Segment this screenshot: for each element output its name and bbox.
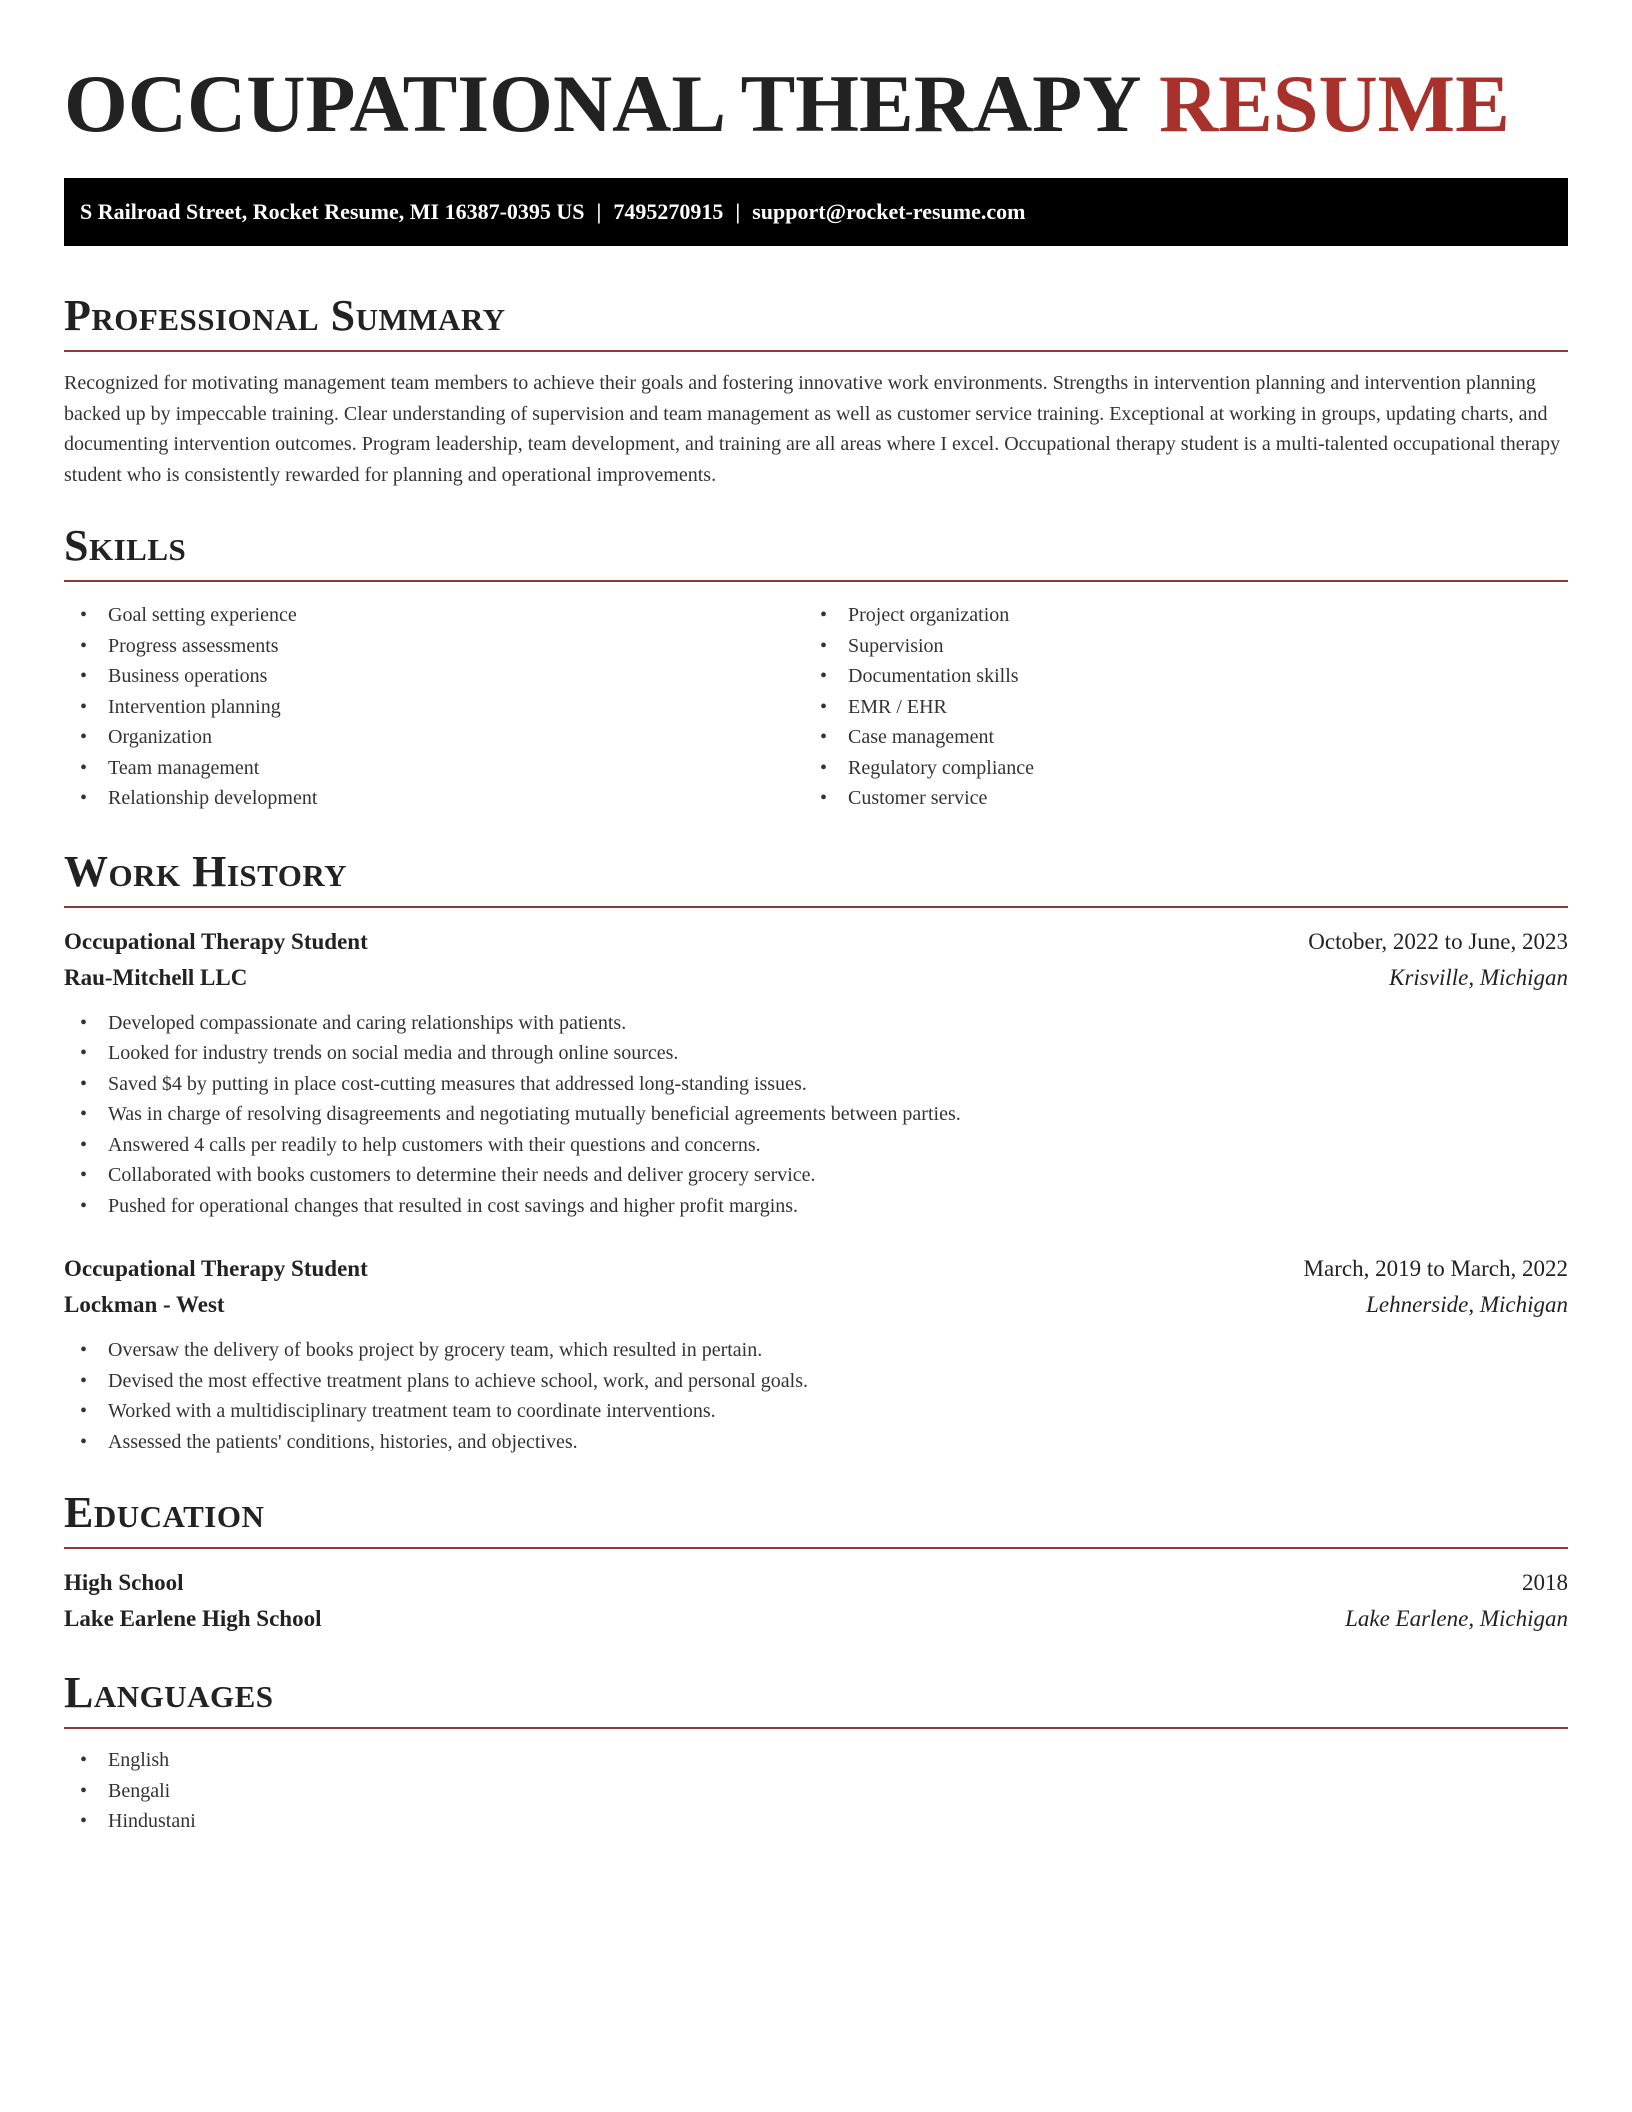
languages-section — [64, 1665, 1568, 1837]
education-section — [64, 1485, 1568, 1637]
education-school: Lake Earlene High School — [64, 1606, 322, 1631]
job-bullet: • Was in charge of resolving disagreements and negotiating mutually beneficial agreements between parties. — [64, 1099, 1568, 1130]
skill-item: • Business operations — [64, 661, 804, 692]
job-bullet: • Oversaw the delivery of books project by grocery team, which resulted in pertain. — [64, 1335, 1568, 1366]
job-bullets — [64, 1008, 1568, 1222]
language-item: • English — [64, 1745, 1568, 1776]
skill-item: • Customer service — [804, 783, 1544, 814]
job-location: Lehnerside, Michigan — [1366, 1292, 1568, 1317]
contact-separator: | — [735, 199, 741, 224]
job-header — [64, 924, 1568, 960]
job-company: Rau-Mitchell LLC — [64, 964, 248, 990]
job-title: Occupational Therapy Student — [64, 928, 368, 954]
job-entry — [64, 1251, 1568, 1457]
skills-heading: Skills — [64, 518, 1568, 582]
languages-list — [64, 1745, 1568, 1837]
summary-text: Recognized for motivating management team members to achieve their goals and fostering innovative work environments. Strengths in intervention planning and intervention planning backed up by impeccable training. Clear understanding of supervision and team management as well as customer service training. Exceptional at working in groups, updating charts, and documenting intervention outcomes. Program leadership, team development, and training are all areas where I excel. Occupational therapy student is a multi-talented occupational therapy student who is consistently rewarded for planning and operational improvements. — [64, 372, 1561, 486]
education-location: Lake Earlene, Michigan — [1345, 1606, 1568, 1631]
contact-email[interactable]: support@rocket-resume.com — [752, 199, 1026, 224]
skill-item: • Intervention planning — [64, 692, 804, 723]
resume-title — [64, 56, 1568, 152]
job-title: Occupational Therapy Student — [64, 1256, 368, 1281]
skills-list-right — [804, 600, 1544, 814]
job-subheader — [64, 1287, 1568, 1323]
job-header — [64, 1251, 1568, 1287]
skill-item: • Goal setting experience — [64, 600, 804, 631]
contact-address: S Railroad Street, Rocket Resume, MI 16387-0395 US — [80, 199, 585, 224]
skill-item: • Organization — [64, 722, 804, 753]
job-bullet: • Collaborated with books customers to determine their needs and deliver grocery service. — [64, 1160, 1568, 1191]
job-subheader — [64, 960, 1568, 996]
job-bullet: • Answered 4 calls per readily to help customers with their questions and concerns. — [64, 1130, 1568, 1161]
job-dates: October, 2022 to June, 2023 — [1308, 928, 1568, 954]
job-location: Krisville, Michigan — [1389, 964, 1568, 990]
skill-item: • Case management — [804, 722, 1544, 753]
skill-item: • Regulatory compliance — [804, 753, 1544, 784]
summary-section — [64, 288, 1568, 490]
skill-item: • Documentation skills — [804, 661, 1544, 692]
skills-section — [64, 518, 1568, 814]
languages-heading: Languages — [64, 1665, 1568, 1729]
job-bullet: • Assessed the patients' conditions, histories, and objectives. — [64, 1427, 1568, 1458]
job-bullet: • Looked for industry trends on social media and through online sources. — [64, 1038, 1568, 1069]
job-bullet: • Developed compassionate and caring relationships with patients. — [64, 1008, 1568, 1039]
job-bullet: • Worked with a multidisciplinary treatment team to coordinate interventions. — [64, 1396, 1568, 1427]
education-header — [64, 1565, 1568, 1601]
skills-list-left — [64, 600, 804, 814]
skills-columns — [64, 600, 1568, 814]
skill-item: • Progress assessments — [64, 631, 804, 662]
work-heading: Work History — [64, 844, 1568, 908]
contact-phone[interactable]: 7495270915 — [613, 199, 724, 224]
skill-item: • EMR / EHR — [804, 692, 1544, 723]
summary-heading: Professional Summary — [64, 288, 1568, 352]
job-company: Lockman - West — [64, 1292, 225, 1317]
education-degree: High School — [64, 1570, 184, 1595]
contact-bar — [64, 178, 1568, 246]
title-accent: RESUME — [1158, 58, 1510, 149]
job-bullet: • Saved $4 by putting in place cost-cutting measures that addressed long-standing issues. — [64, 1069, 1568, 1100]
job-bullet: • Pushed for operational changes that resulted in cost savings and higher profit margins. — [64, 1191, 1568, 1222]
job-entry — [64, 924, 1568, 1222]
work-section — [64, 844, 1568, 1458]
skill-item: • Project organization — [804, 600, 1544, 631]
education-year: 2018 — [1522, 1570, 1568, 1595]
job-dates: March, 2019 to March, 2022 — [1303, 1256, 1568, 1281]
job-bullets — [64, 1335, 1568, 1457]
title-main: OCCUPATIONAL THERAPY — [64, 58, 1139, 149]
education-entry — [64, 1565, 1568, 1637]
skill-item: • Supervision — [804, 631, 1544, 662]
resume-page — [64, 0, 1568, 1837]
skill-item: • Team management — [64, 753, 804, 784]
education-heading: Education — [64, 1485, 1568, 1549]
education-subheader — [64, 1601, 1568, 1637]
skill-item: • Relationship development — [64, 783, 804, 814]
language-item: • Hindustani — [64, 1806, 1568, 1837]
job-bullet: • Devised the most effective treatment plans to achieve school, work, and personal goals. — [64, 1366, 1568, 1397]
contact-separator: | — [596, 199, 602, 224]
language-item: • Bengali — [64, 1776, 1568, 1807]
